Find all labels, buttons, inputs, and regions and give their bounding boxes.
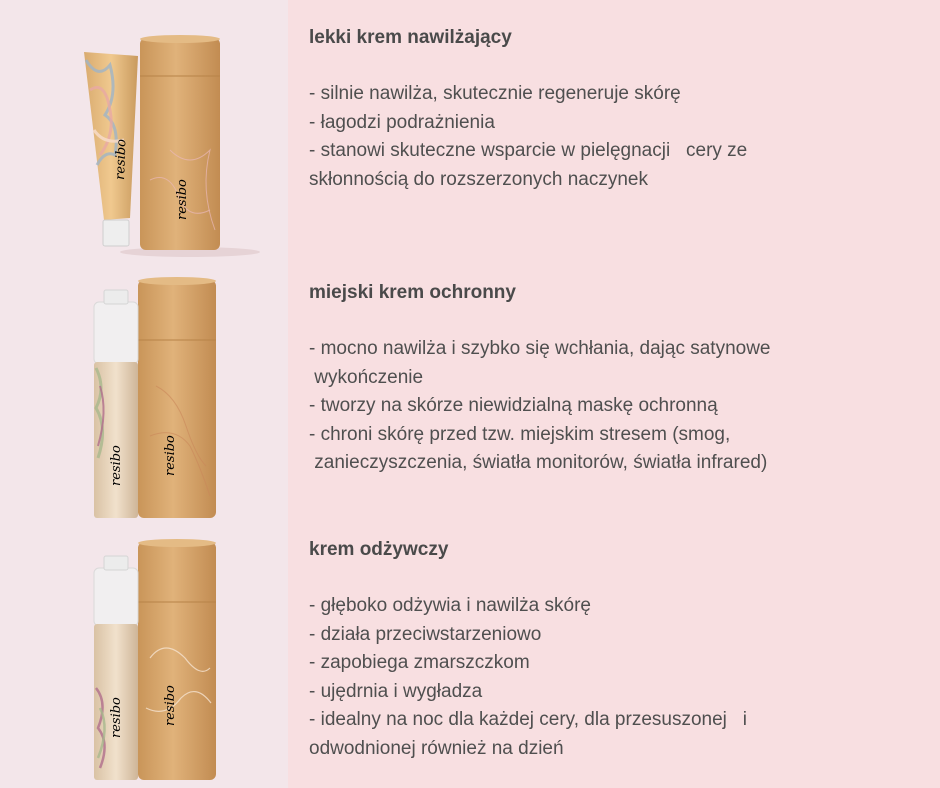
product-title: lekki krem nawilżający — [309, 27, 512, 48]
bullet-line: skłonnością do rozszerzonych naczynek — [309, 168, 649, 190]
product-image-city-cream — [86, 276, 226, 522]
bullet-line: - silnie nawilża, skutecznie regeneruje skórę — [309, 83, 681, 104]
product-image-light-cream — [70, 30, 260, 260]
product-description-nourishing-cream — [309, 536, 919, 763]
tube-cap — [103, 220, 129, 246]
brand-logo-canister: resibo — [163, 685, 178, 726]
product-title: miejski krem ochronny — [309, 282, 516, 303]
bullet-line: - zapobiega zmarszczkom — [309, 652, 530, 673]
bullet-line: wykończenie — [309, 366, 424, 388]
bullet-line: - działa przeciwstarzeniowo — [309, 623, 542, 645]
bullet-line: - chroni skórę przed tzw. miejskim stresem (smog, — [309, 423, 731, 445]
bullet-line: zanieczyszczenia, światła monitorów, światła infrared) — [309, 452, 768, 473]
brand-logo-bottle: resibo — [109, 445, 124, 486]
cardboard-canister — [138, 280, 216, 518]
product-title: krem odżywczy — [309, 539, 449, 560]
brand-logo-canister: resibo — [175, 179, 190, 220]
bullet-line: - mocno nawilża i szybko się wchłania, dając satynowe — [309, 338, 771, 359]
bullet-line: - łagodzi podrażnienia — [309, 111, 495, 133]
brand-logo-tube: resibo — [113, 138, 130, 181]
bullet-line: - ujędrnia i wygładza — [309, 680, 483, 702]
product-description-light-cream — [309, 24, 919, 194]
pump-cap — [94, 302, 138, 364]
product-image-nourishing-cream — [90, 538, 225, 784]
bullet-line: - idealny na noc dla każdej cery, dla przesuszonej i — [309, 709, 747, 730]
cardboard-canister — [138, 542, 216, 780]
brand-logo-canister: resibo — [163, 435, 178, 476]
pump-cap — [94, 568, 138, 626]
bullet-line: - głęboko odżywia i nawilża skórę — [309, 595, 591, 616]
brand-logo-bottle: resibo — [109, 697, 124, 738]
bullet-line: odwodnionej również na dzień — [309, 737, 564, 759]
product-description-city-cream — [309, 279, 919, 478]
bullet-line: - stanowi skuteczne wsparcie w pielęgnacji cery ze — [309, 140, 748, 161]
bullet-line: - tworzy na skórze niewidzialną maskę ochronną — [309, 395, 718, 416]
